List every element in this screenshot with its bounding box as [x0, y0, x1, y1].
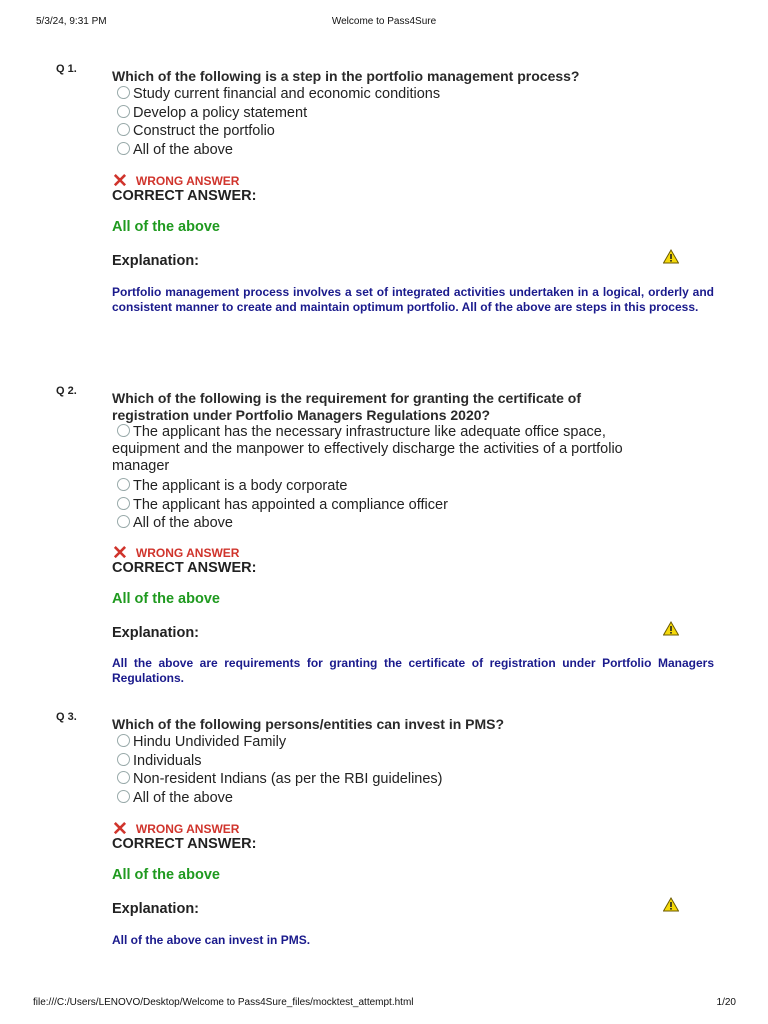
correct-answer-label: CORRECT ANSWER:: [112, 188, 257, 204]
page-number: 1/20: [716, 997, 736, 1008]
wrong-answer-label: WRONG ANSWER: [135, 546, 240, 560]
option-label: The applicant has the necessary infrastructure like adequate office space, equipment and the manpower to effectively discharge the activities of a portfolio manager: [112, 424, 623, 474]
explanation-text: All the above are requirements for granting the certificate of registration under Portfolio Managers Regulations.: [112, 656, 714, 685]
radio-button[interactable]: [117, 515, 130, 528]
question-number: Q 1.: [56, 63, 77, 75]
explanation-label: Explanation:: [112, 901, 200, 917]
print-datetime: 5/3/24, 9:31 PM: [36, 16, 107, 27]
option[interactable]: [112, 752, 692, 771]
option-label: All of the above: [133, 789, 233, 806]
radio-button[interactable]: [117, 123, 130, 136]
option[interactable]: [112, 424, 672, 475]
options-list: [112, 733, 692, 807]
option-label: Construct the portfolio: [133, 123, 275, 139]
options-list: [112, 424, 672, 533]
option-label: All of the above: [133, 515, 233, 531]
wrong-answer-label: WRONG ANSWER: [135, 174, 240, 188]
question-number: Q 2.: [56, 385, 77, 397]
option[interactable]: [112, 104, 692, 123]
option[interactable]: [112, 789, 692, 808]
page-title: Welcome to Pass4Sure: [331, 16, 437, 27]
option-label: Hindu Undivided Family: [133, 734, 287, 750]
options-list: [112, 85, 692, 159]
question-number: Q 3.: [56, 711, 77, 723]
radio-button[interactable]: [117, 86, 130, 99]
explanation-label: Explanation:: [112, 253, 200, 269]
question-text: Which of the following is a step in the portfolio management process?: [112, 68, 580, 84]
radio-button[interactable]: [117, 771, 130, 784]
option[interactable]: [112, 733, 692, 752]
warning-icon[interactable]: [663, 897, 679, 912]
correct-answer-value: All of the above: [112, 867, 220, 883]
wrong-answer-label: WRONG ANSWER: [135, 822, 240, 836]
wrong-x-icon: ✕: [112, 171, 128, 192]
option-label: Non-resident Indians (as per the RBI guidelines): [133, 771, 443, 787]
explanation-text: Portfolio management process involves a set of integrated activities undertaken in a logical, orderly and consistent manner to create and maintain optimum portfolio. All of the above are steps in this process.: [112, 285, 714, 314]
option-label: The applicant has appointed a compliance officer: [133, 496, 448, 513]
correct-answer-value: All of the above: [112, 591, 220, 607]
option-label: The applicant is a body corporate: [133, 478, 348, 494]
correct-answer-label: CORRECT ANSWER:: [112, 836, 257, 852]
option[interactable]: [112, 496, 672, 515]
wrong-x-icon: ✕: [112, 819, 128, 840]
option-label: Individuals: [133, 752, 202, 769]
option[interactable]: [112, 122, 692, 141]
option-label: All of the above: [133, 141, 233, 158]
radio-button[interactable]: [117, 790, 130, 803]
radio-button[interactable]: [117, 734, 130, 747]
radio-button[interactable]: [117, 478, 130, 491]
file-path: file:///C:/Users/LENOVO/Desktop/Welcome to Pass4Sure_files/mocktest_attempt.html: [33, 997, 414, 1008]
option[interactable]: [112, 85, 692, 104]
warning-icon[interactable]: [663, 621, 679, 636]
question-text: Which of the following is the requirement for granting the certificate of registration under Portfolio Managers Regulations 2020?: [112, 390, 582, 423]
explanation-label: Explanation:: [112, 625, 200, 641]
radio-button[interactable]: [117, 753, 130, 766]
option-label: Study current financial and economic conditions: [133, 86, 441, 102]
option[interactable]: [112, 770, 692, 789]
explanation-text: All of the above can invest in PMS.: [112, 933, 311, 947]
option[interactable]: [112, 514, 672, 533]
correct-answer-value: All of the above: [112, 219, 220, 235]
correct-answer-label: CORRECT ANSWER:: [112, 560, 257, 576]
option[interactable]: [112, 477, 672, 496]
option[interactable]: [112, 141, 692, 160]
question-text: Which of the following persons/entities can invest in PMS?: [112, 716, 505, 732]
option-label: Develop a policy statement: [133, 104, 308, 121]
wrong-x-icon: ✕: [112, 543, 128, 564]
radio-button[interactable]: [117, 105, 130, 118]
radio-button[interactable]: [117, 424, 130, 437]
radio-button[interactable]: [117, 142, 130, 155]
radio-button[interactable]: [117, 497, 130, 510]
warning-icon[interactable]: [663, 249, 679, 264]
